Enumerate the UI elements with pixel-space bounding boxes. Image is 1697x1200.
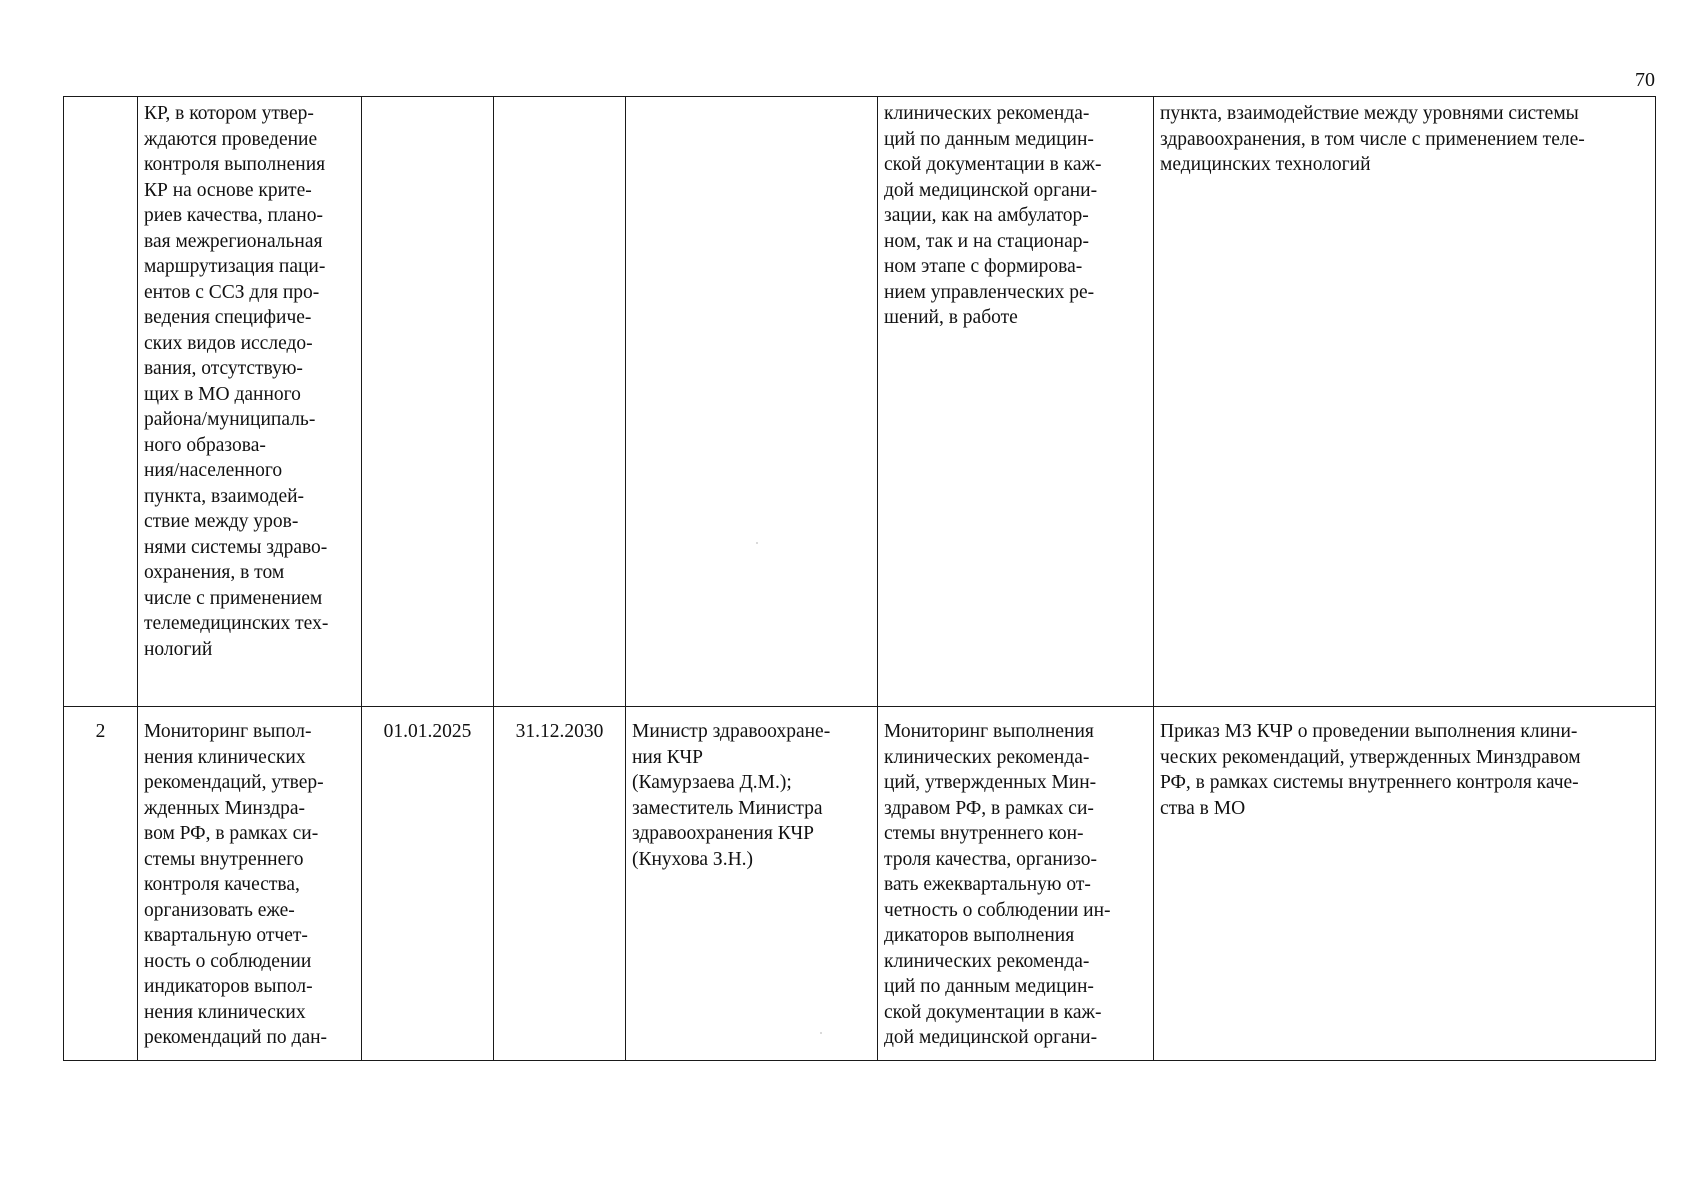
text-line: пункта, взаимодей- (144, 485, 305, 507)
text-line: ства в МО (1160, 797, 1246, 819)
text-line: ций по данным медицин- (884, 128, 1094, 150)
cell-activity (138, 707, 362, 1061)
text-line: Мониторинг выпол- (144, 721, 312, 742)
text-line: здравом РФ, в рамках си- (884, 797, 1094, 819)
text-line: здравоохранения, в том числе с применением теле- (1160, 128, 1585, 150)
text-line: охранения, в том (144, 562, 285, 583)
text-line: рекомендаций по дан- (144, 1027, 328, 1048)
text-line: ской документации в каж- (884, 154, 1102, 175)
text-line: Министр здравоохране- (632, 721, 831, 742)
text-line: ния КЧР (632, 746, 703, 768)
cell-start-date: 01.01.2025 (362, 707, 494, 1061)
text-line: стемы внутреннего (144, 848, 304, 870)
text-line: КР, в котором утвер- (144, 103, 314, 124)
text-line: числе с применением (144, 587, 323, 609)
text-line: ентов с ССЗ для про- (144, 281, 320, 303)
cell-result (878, 707, 1154, 1061)
cell-number: 2 (64, 707, 138, 1061)
text-line: стемы внутреннего кон- (884, 823, 1084, 844)
text-line: троля качества, организо- (884, 848, 1097, 870)
text-line: ческих рекомендаций, утвержденных Минздравом (1160, 746, 1581, 768)
text-line: нения клинических (144, 1001, 306, 1023)
text-line: ния/населенного (144, 460, 283, 481)
text-line: контроля выполнения (144, 154, 326, 175)
scan-speck (820, 1032, 822, 1034)
text-line: ведения специфиче- (144, 307, 312, 328)
text-line: пункта, взаимодействие между уровнями системы (1160, 103, 1579, 124)
text-line: индикаторов выпол- (144, 976, 313, 997)
text-line: нения клинических (144, 746, 306, 768)
text-line: ждаются проведение (144, 128, 318, 150)
cell-result (878, 97, 1154, 707)
text-line: организовать еже- (144, 899, 295, 921)
text-line: клинических рекоменда- (884, 950, 1090, 972)
text-line: Приказ МЗ КЧР о проведении выполнения клини- (1160, 721, 1578, 742)
text-line: нями системы здраво- (144, 536, 328, 558)
measures-table (63, 96, 1656, 1061)
text-line: телемедицинских тех- (144, 613, 329, 634)
text-line: нологий (144, 638, 213, 660)
text-line: КР на основе крите- (144, 179, 312, 201)
cell-end-date: 31.12.2030 (494, 707, 626, 1061)
text-line: (Кнухова З.Н.) (632, 848, 754, 870)
table-row (64, 707, 1656, 1061)
cell-document (1154, 97, 1656, 707)
text-line: дикаторов выполнения (884, 925, 1075, 946)
text-line: медицинских технологий (1160, 154, 1371, 175)
table-row (64, 97, 1656, 707)
text-line: Мониторинг выполнения (884, 721, 1094, 742)
text-line: ствие между уров- (144, 511, 299, 532)
text-line: жденных Минздра- (144, 797, 306, 819)
text-line: щих в МО данного (144, 383, 301, 405)
text-line: ном, так и на стационар- (884, 230, 1089, 252)
text-line: шений, в работе (884, 307, 1018, 328)
text-line: рекомендаций, утвер- (144, 772, 324, 793)
text-line: четность о соблюдении ин- (884, 899, 1111, 921)
cell-end-date (494, 97, 626, 707)
text-line: маршрутизация паци- (144, 256, 326, 277)
text-line: вать ежеквартальную от- (884, 874, 1091, 895)
text-line: ской документации в каж- (884, 1001, 1102, 1023)
text-line: нием управленческих ре- (884, 281, 1095, 303)
cell-document (1154, 707, 1656, 1061)
text-line: заместитель Министра (632, 797, 823, 819)
cell-responsible (626, 97, 878, 707)
text-line: ном этапе с формирова- (884, 256, 1083, 277)
cell-start-date (362, 97, 494, 707)
text-line: риев качества, плано- (144, 205, 323, 226)
text-line: вания, отсутствую- (144, 358, 303, 379)
text-line: квартальную отчет- (144, 925, 308, 946)
text-line: здравоохранения КЧР (632, 823, 814, 844)
text-line: контроля качества, (144, 874, 300, 895)
text-line: ций по данным медицин- (884, 976, 1094, 997)
cell-number (64, 97, 138, 707)
cell-responsible (626, 707, 878, 1061)
text-line: дой медицинской органи- (884, 1027, 1098, 1048)
text-line: вом РФ, в рамках си- (144, 823, 319, 844)
scan-speck (756, 542, 758, 544)
text-line: дой медицинской органи- (884, 179, 1098, 201)
page-number: 70 (1635, 69, 1655, 91)
text-line: района/муниципаль- (144, 409, 316, 430)
text-line: ций, утвержденных Мин- (884, 772, 1097, 793)
text-line: клинических рекоменда- (884, 746, 1090, 768)
text-line: вая межрегиональная (144, 230, 323, 252)
text-line: РФ, в рамках системы внутреннего контроля каче- (1160, 772, 1579, 793)
text-line: клинических рекоменда- (884, 103, 1090, 124)
text-line: (Камурзаева Д.М.); (632, 772, 792, 793)
text-line: ность о соблюдении (144, 950, 312, 972)
text-line: ских видов исследо- (144, 332, 313, 354)
text-line: ного образова- (144, 434, 266, 456)
cell-activity (138, 97, 362, 707)
text-line: зации, как на амбулатор- (884, 205, 1089, 226)
